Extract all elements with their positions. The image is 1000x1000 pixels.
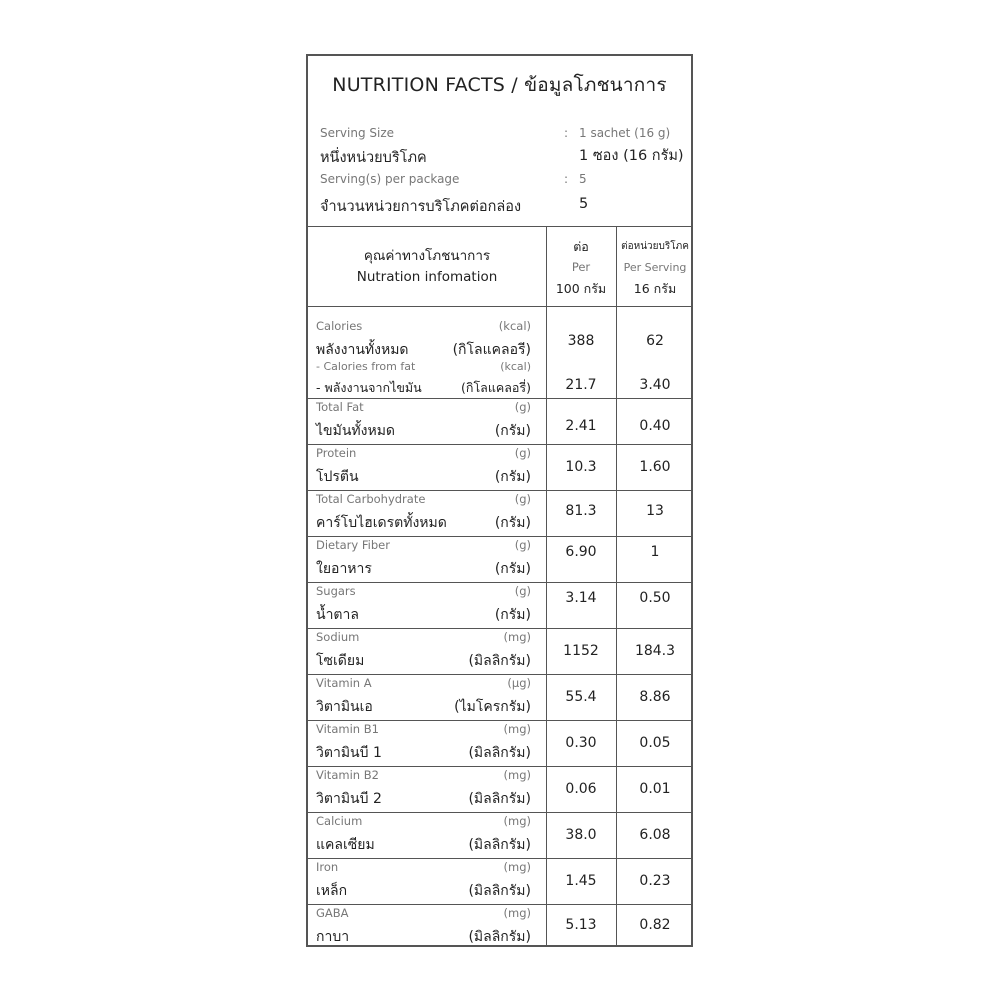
nutrient-unit-en: (g) [514,538,531,552]
header-perserv-th: ต่อหน่วยบริโภค [621,241,689,252]
nutrient-unit-en: (g) [514,492,531,506]
nutrient-unit-th: (มิลลิกรัม) [468,791,531,807]
nutrient-name-en: Protein [316,446,357,460]
nutrient-name-th: วิตามินบี 2 [316,791,382,807]
nutrient-row-calories [308,318,691,358]
serving-size-value-en: 1 sachet (16 g) [579,126,671,140]
nutrient-row-calcium [308,813,691,858]
nutrient-name-en: Vitamin A [316,676,372,690]
value-per-serving: 13 [646,503,664,519]
nutrient-name-en: Vitamin B2 [316,768,379,782]
nutrient-row-vitamin-a [308,675,691,720]
nutrient-row-total-carbohydrate [308,491,691,536]
header-per100-amount: 100 กรัม [555,281,607,296]
value-per-100g: 0.30 [565,735,597,751]
nutrient-row-total-fat [308,399,691,444]
nutrient-unit-th: (ไมโครกรัม) [454,699,531,715]
nutrient-name-th: โปรตีน [316,469,359,485]
nutrient-name-th: แคลเซียม [316,837,375,853]
nutrient-name-th: ไขมันทั้งหมด [316,423,396,439]
servings-per-package-label-th: จำนวนหน่วยการบริโภคต่อกล่อง [320,199,522,215]
servings-per-package-label-en: Serving(s) per package [320,172,460,186]
header-per100-en: Per [571,260,591,274]
nutrient-name-th: กาบา [316,929,350,945]
value-per-100g: 388 [567,333,595,349]
nutrient-unit-th: (มิลลิกรัม) [468,929,531,945]
nutrient-name-en: Total Fat [316,400,364,414]
nutrition-title: NUTRITION FACTS / ข้อมูลโภชนาการ [332,74,667,96]
nutrient-unit-en: (g) [514,584,531,598]
nutrient-unit-en: (mg) [503,860,531,874]
value-per-serving: 8.86 [639,689,671,705]
nutrient-name-en: Vitamin B1 [316,722,379,736]
value-per-serving: 1 [650,544,660,560]
nutrient-unit-th: (มิลลิกรัม) [468,745,531,761]
value-per-100g: 6.90 [565,544,597,560]
nutrient-unit-en: (mg) [503,630,531,644]
nutrient-row-gaba [308,905,691,947]
nutrient-name-th: โซเดียม [316,653,365,669]
nutrient-row-sodium [308,629,691,674]
nutrient-name-th: ใยอาหาร [316,561,372,577]
value-per-100g: 38.0 [565,827,597,843]
nutrient-unit-th: (กรัม) [494,469,531,485]
value-per-serving: 0.23 [639,873,671,889]
value-per-100g: 3.14 [565,590,597,606]
serving-size-label-th: หนึ่งหน่วยบริโภค [320,150,427,166]
value-per-serving: 1.60 [639,459,671,475]
nutrient-name-th: น้ำตาล [316,607,359,623]
nutrient-row-vitamin-b2 [308,767,691,812]
header-perserv-en: Per Serving [623,261,687,274]
value-per-100g: 1152 [563,643,599,659]
nutrient-name-en: Sugars [316,584,356,598]
header-nutrient-column [308,246,546,288]
nutrient-name-en: Iron [316,860,339,874]
nutrient-unit-th: (มิลลิกรัม) [468,883,531,899]
nutrient-name-th: พลังงานทั้งหมด [316,342,409,358]
nutrient-unit-th: (กิโลแคลอรี) [452,342,531,358]
serving-size-value-th: 1 ซอง (16 กรัม) [579,148,684,164]
value-per-serving: 62 [646,333,664,349]
nutrient-unit-en: (mg) [503,906,531,920]
nutrient-name-th: วิตามินเอ [316,699,373,715]
nutrient-unit-en: (mg) [503,722,531,736]
nutrient-unit-th: (มิลลิกรัม) [468,653,531,669]
header-perserv-amount: 16 กรัม [633,281,677,296]
header-name-en: Nutration infomation [356,269,498,285]
value-per-serving: 0.82 [639,917,671,933]
header-per-100g-column [546,236,616,299]
nutrient-name-en: - Calories from fat [316,360,416,373]
nutrient-name-en: Total Carbohydrate [316,492,426,506]
nutrient-unit-th: (มิลลิกรัม) [468,837,531,853]
nutrient-row-protein [308,445,691,490]
nutrient-name-th: วิตามินบี 1 [316,745,382,761]
value-per-100g: 55.4 [565,689,597,705]
header-per100-th: ต่อ [573,239,589,254]
value-per-100g: 5.13 [565,917,597,933]
serving-size-label-en: Serving Size [320,126,395,140]
nutrition-facts-panel [306,54,693,947]
nutrient-name-en: GABA [316,906,349,920]
value-per-100g: 0.06 [565,781,597,797]
nutrient-name-en: Dietary Fiber [316,538,390,552]
nutrient-row-calories-from-fat [308,359,691,397]
table-top-divider [308,226,691,227]
nutrient-name-th: - พลังงานจากไขมัน [316,380,422,395]
nutrient-row-dietary-fiber [308,537,691,582]
nutrient-unit-th: (กรัม) [494,561,531,577]
value-per-serving: 0.40 [639,418,671,434]
nutrient-row-iron [308,859,691,904]
nutrient-name-th: เหล็ก [316,883,348,899]
nutrient-unit-en: (mg) [503,768,531,782]
nutrient-unit-en: (mg) [503,814,531,828]
value-per-100g: 10.3 [565,459,597,475]
value-per-100g: 1.45 [565,873,597,889]
nutrient-unit-en: (g) [514,446,531,460]
value-per-serving: 0.50 [639,590,671,606]
nutrient-unit-th: (กิโลแคลอรี่) [461,380,531,395]
nutrient-unit-en: (kcal) [500,360,531,373]
servings-per-package-value-en: 5 [579,172,587,186]
nutrient-name-th: คาร์โบไฮเดรตทั้งหมด [316,515,447,531]
nutrient-name-en: Calories [316,319,363,333]
value-per-serving: 6.08 [639,827,671,843]
value-per-serving: 184.3 [634,643,676,659]
servings-per-package-value-th: 5 [579,196,589,212]
nutrient-unit-th: (กรัม) [494,515,531,531]
value-per-serving: 0.05 [639,735,671,751]
header-bottom-divider [308,306,691,307]
nutrient-unit-en: (g) [514,400,531,414]
nutrient-unit-th: (กรัม) [494,607,531,623]
value-per-100g: 21.7 [565,377,597,393]
value-per-serving: 3.40 [639,377,671,393]
nutrient-unit-th: (กรัม) [494,423,531,439]
header-per-serving-column [617,236,693,299]
nutrient-row-sugars [308,583,691,628]
nutrient-unit-en: (µg) [507,676,531,690]
nutrient-row-vitamin-b1 [308,721,691,766]
nutrient-name-en: Sodium [316,630,360,644]
value-per-100g: 2.41 [565,418,597,434]
servings-per-package-colon: : [564,172,569,186]
nutrient-unit-en: (kcal) [498,319,531,333]
serving-size-colon: : [564,126,569,140]
header-name-th: คุณค่าทางโภชนาการ [363,248,491,264]
value-per-100g: 81.3 [565,503,597,519]
nutrient-name-en: Calcium [316,814,363,828]
value-per-serving: 0.01 [639,781,671,797]
